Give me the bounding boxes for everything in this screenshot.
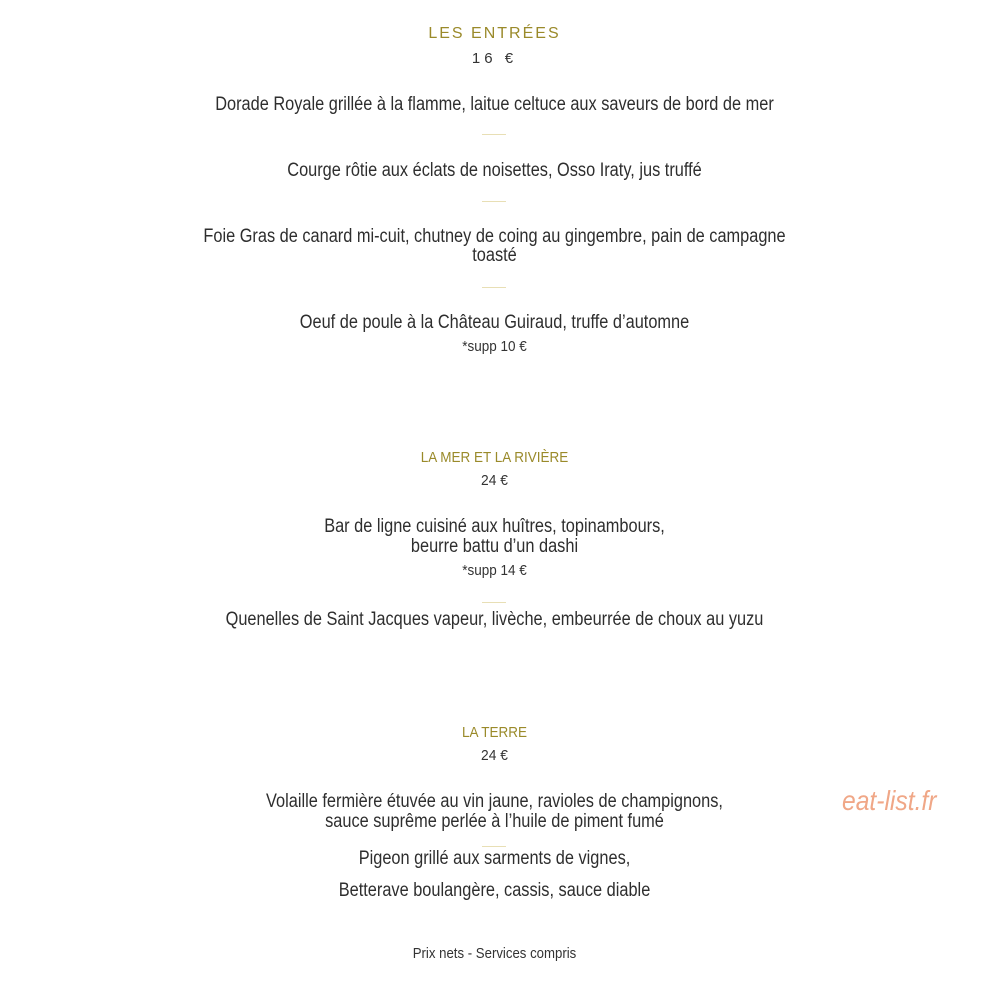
footer-note: Prix nets - Services compris xyxy=(412,945,577,962)
dish-divider xyxy=(482,602,506,603)
dish-name: Oeuf de poule à la Château Guiraud, truffe d’automne xyxy=(299,312,690,333)
dish-name: Foie Gras de canard mi-cuit, chutney de coing au gingembre, pain de campagne xyxy=(203,226,786,247)
dish-name: Quenelles de Saint Jacques vapeur, livèche, embeurrée de choux au yuzu xyxy=(225,609,764,630)
dish-supplement: *supp 10 € xyxy=(462,338,527,355)
dish-name: Pigeon grillé aux sarments de vignes, xyxy=(358,848,631,869)
section-title: LA TERRE xyxy=(461,724,528,741)
dish-name: Bar de ligne cuisiné aux huîtres, topinambours, xyxy=(324,516,665,537)
section-title: LES ENTRÉES xyxy=(428,25,561,42)
dish-name: Volaille fermière étuvée au vin jaune, ravioles de champignons, xyxy=(266,791,723,812)
section-price: 16 € xyxy=(471,50,518,67)
section-price: 24 € xyxy=(481,472,508,489)
dish-name-continued: toasté xyxy=(472,245,517,266)
dish-divider xyxy=(482,201,506,202)
dish-name: Dorade Royale grillée à la flamme, laitue celtuce aux saveurs de bord de mer xyxy=(215,94,774,115)
dish-divider xyxy=(482,287,506,288)
dish-name-continued: Betterave boulangère, cassis, sauce diable xyxy=(338,880,651,901)
watermark: eat-list.fr xyxy=(842,785,937,816)
section-title: LA MER ET LA RIVIÈRE xyxy=(420,449,569,466)
dish-name-continued: beurre battu d’un dashi xyxy=(410,536,579,557)
section-price: 24 € xyxy=(481,747,508,764)
dish-name-continued: sauce suprême perlée à l’huile de piment fumé xyxy=(325,811,664,832)
dish-name: Courge rôtie aux éclats de noisettes, Osso Iraty, jus truffé xyxy=(287,160,702,181)
dish-supplement: *supp 14 € xyxy=(462,562,527,579)
dish-divider xyxy=(482,134,506,135)
dish-divider xyxy=(482,846,506,847)
